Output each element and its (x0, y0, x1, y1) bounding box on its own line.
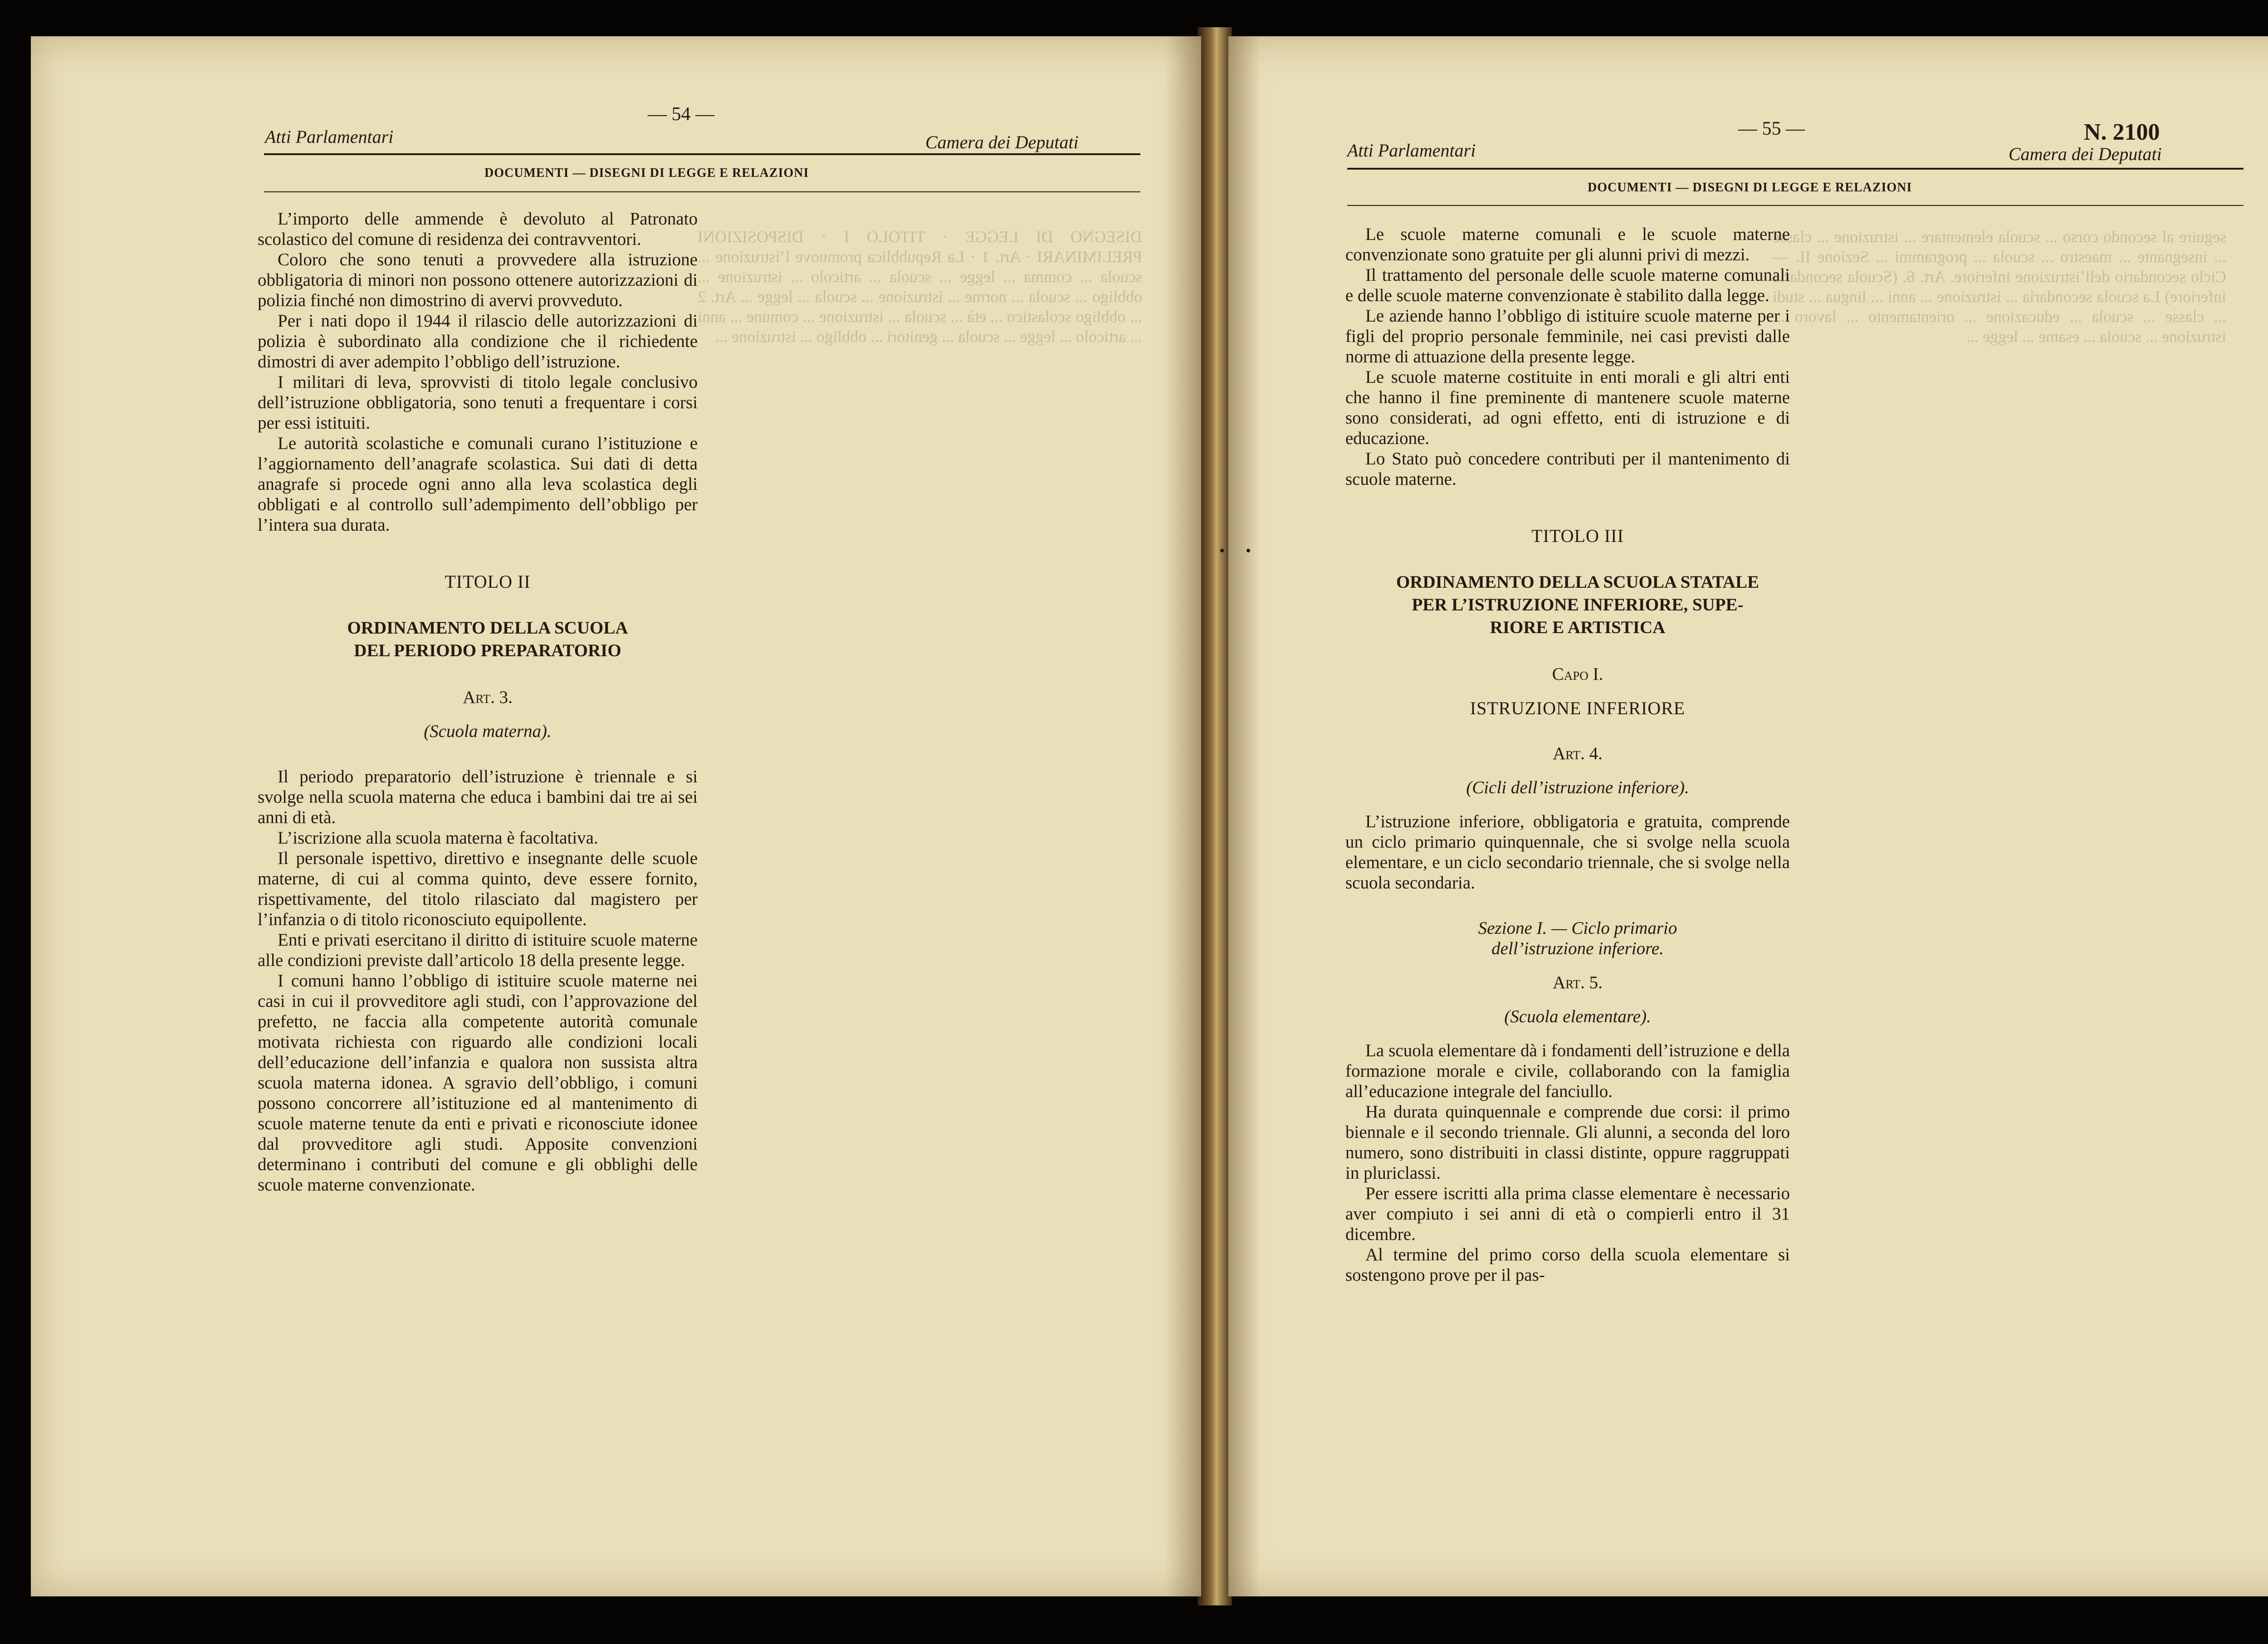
paragraph: Le autorità scolastiche e comunali curano l’istituzione e l’aggiornamento dell’anagrafe scolastica. Sui dati di detta anagrafe si procede ogni anno alla leva scolastica degli obbligati e al controllo sull’adempimento dell’obbligo per l’intera sua durata. (258, 434, 698, 535)
header-rule (264, 153, 1140, 155)
paragraph: I comuni hanno l’obbligo di istituire scuole materne nei casi in cui il provveditore agli studi, con l’approvazione del prefetto, ne faccia alla competente autorità comunale motivata richiesta con riguardo alle condizioni locali dell’educazione dell’infanzia e qualora non sussista altra scuola materna idonea. A sgravio dell’obbligo, i comuni possono concorrere all’istituzione ed al mantenimento di scuole materne tenute da enti e privati e riconosciute idonee dal provveditore agli studi. Apposite convenzioni determinano i contributi del comune e gli obblighi delle scuole materne convenzionate. (258, 971, 698, 1195)
capo-number: Capo I. (1552, 664, 1603, 684)
left-page (31, 36, 1201, 1596)
paragraph: Le scuole materne costituite in enti morali e gli altri enti che hanno il fine preminente di mantenere scuole materne sono considerati, ad ogni effetto, enti di istruzione e di educazione. (1345, 367, 1790, 448)
header-rule (1347, 168, 2244, 170)
paragraph: Ha durata quinquennale e comprende due corsi: il primo biennale e il secondo triennale. Gli alunni, a seconda del loro numero, sono distribuiti in classi distinte, oppure raggruppati in pluriclassi. (1345, 1102, 1790, 1183)
page-number: — 55 — (1738, 118, 1805, 139)
section-heading-line-3: RIORE E ARTISTICA (1490, 618, 1666, 637)
paragraph: La scuola elementare dà i fondamenti dell’istruzione e della formazione morale e civile, collaborando con la famiglia all’educazione integrale del fanciullo. (1345, 1041, 1790, 1101)
ink-spot (1220, 549, 1224, 552)
header-subrule (1347, 205, 2244, 206)
article-subtitle: (Cicli dell’istruzione inferiore). (1466, 778, 1689, 797)
section-heading-line-2: DEL PERIODO PREPARATORIO (354, 641, 621, 660)
bleed-through-text: seguire al secondo corso ... scuola elementare ... istruzione ... classe ... insegnante ... maestro ... scuola ... programmi ... Sezione II. — Ciclo secondario dell’istruzione inferiore. Art. 6. (Scuola secondaria inferiore) La scuola secondaria ... istruzione ... anni ... lingua ... studi ... classe ... scuola ... educazione ... orientamento ... lavoro ... istruzione ... scuola ... esame ... legge ... (1773, 228, 2226, 346)
paragraph: Il personale ispettivo, direttivo e insegnante delle scuole materne, di cui al comma quinto, deve essere fornito, rispettivamente, del titolo rilasciato dal magistero per l’infanzia o di titolo riconosciuto equipollente. (258, 849, 698, 929)
bleed-through-text: DISEGNO DI LEGGE · TITOLO I · DISPOSIZIONI PRELIMINARI · Art. 1 · La Repubblica promuove l’istruzione ... scuola ... comma ... legge ... scuola ... articolo ... istruzione ... obbligo ... scuola ... norme ... istruzione ... scuola ... legge ... Art. 2 ... obbligo scolastico ... età ... scuola ... istruzione ... comune ... anni ... articolo ... legge ... scuola ... genitori ... obbligo ... istruzione ... (698, 228, 1142, 346)
paragraph: Lo Stato può concedere contributi per il mantenimento di scuole materne. (1345, 449, 1790, 489)
article-number: Art. 5. (1553, 973, 1603, 992)
capo-title: ISTRUZIONE INFERIORE (1470, 698, 1686, 718)
titolo-heading: TITOLO II (445, 571, 531, 592)
header-left-title: Atti Parlamentari (1347, 140, 1476, 161)
document-number: N. 2100 (2084, 119, 2160, 145)
paragraph: Il trattamento del personale delle scuole materne comunali e delle scuole materne convenzionate è stabilito dalla legge. (1345, 265, 1790, 305)
gutter-shadow (1165, 36, 1201, 1596)
header-right-title: Camera dei Deputati (925, 132, 1079, 152)
paragraph: I militari di leva, sprovvisti di titolo legale conclusivo dell’istruzione obbligatoria, sono tenuti a frequentare i corsi per essi istituiti. (258, 372, 698, 433)
paragraph: Le aziende hanno l’obbligo di istituire scuole materne per i figli del proprio personale femminile, nei casi previsti dalle norme di attuazione della presente legge. (1345, 306, 1790, 366)
article-number: Art. 3. (463, 688, 513, 707)
header-subtitle: DOCUMENTI — DISEGNI DI LEGGE E RELAZIONI (484, 166, 809, 180)
paragraph: Il periodo preparatorio dell’istruzione è triennale e si svolge nella scuola materna che educa i bambini dai tre ai sei anni di età. (258, 767, 698, 827)
right-page (1228, 36, 2268, 1596)
section-heading-line-1: ORDINAMENTO DELLA SCUOLA (347, 618, 628, 638)
gutter-shadow (1228, 36, 1260, 1596)
header-subrule (264, 191, 1140, 192)
header-left-title: Atti Parlamentari (265, 127, 394, 147)
article-number: Art. 4. (1553, 744, 1603, 763)
ink-spot (1246, 549, 1250, 552)
header-subtitle: DOCUMENTI — DISEGNI DI LEGGE E RELAZIONI (1588, 180, 1912, 195)
paragraph: L’istruzione inferiore, obbligatoria e gratuita, comprende un ciclo primario quinquennale, che si svolge nella scuola elementare, e un ciclo secondario triennale, che si svolge nella scuola secondaria. (1345, 812, 1790, 893)
book-spine (1198, 27, 1232, 1605)
section-heading-line-2: PER L’ISTRUZIONE INFERIORE, SUPE- (1412, 595, 1744, 615)
paragraph: Enti e privati esercitano il diritto di istituire scuole materne alle condizioni previste dall’articolo 18 della presente legge. (258, 930, 698, 970)
header-right-title: Camera dei Deputati (2009, 144, 2162, 164)
sezione-heading-line-1: Sezione I. — Ciclo primario (1478, 918, 1677, 938)
article-subtitle: (Scuola materna). (424, 722, 552, 741)
paragraph: L’importo delle ammende è devoluto al Patronato scolastico del comune di residenza dei contravventori. (258, 209, 698, 249)
paragraph: Per i nati dopo il 1944 il rilascio delle autorizzazioni di polizia è subordinato alla condizione che il richiedente dimostri di aver adempito l’obbligo dell’istruzione. (258, 311, 698, 371)
paragraph: Coloro che sono tenuti a provvedere alla istruzione obbligatoria di minori non possono ottenere autorizzazioni di polizia finché non dimostrino di avervi provveduto. (258, 250, 698, 310)
paragraph: Al termine del primo corso della scuola elementare si sostengono prove per il pas- (1345, 1245, 1790, 1285)
section-heading-line-1: ORDINAMENTO DELLA SCUOLA STATALE (1396, 572, 1760, 592)
paragraph: Le scuole materne comunali e le scuole materne convenzionate sono gratuite per gli alunni privi di mezzi. (1345, 224, 1790, 264)
titolo-heading: TITOLO III (1531, 526, 1624, 546)
article-subtitle: (Scuola elementare). (1504, 1007, 1651, 1026)
paragraph: L’iscrizione alla scuola materna è facoltativa. (278, 828, 598, 848)
left-text-column (258, 209, 698, 1195)
paragraph: Per essere iscritti alla prima classe elementare è necessario aver compiuto i sei anni di età o compierli entro il 31 dicembre. (1345, 1184, 1790, 1244)
sezione-heading-line-2: dell’istruzione inferiore. (1491, 939, 1664, 958)
page-number: — 54 — (648, 104, 714, 125)
right-text-column (1345, 224, 1790, 1285)
